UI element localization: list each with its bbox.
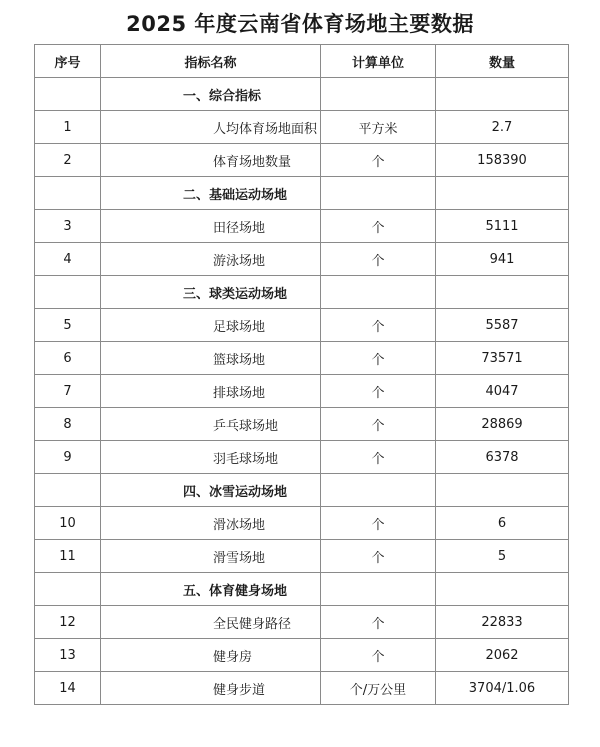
indicator-name: 游泳场地 [101,243,321,276]
section-title: 五、体育健身场地 [101,573,321,606]
header-quantity: 数量 [436,45,569,78]
section-row [35,573,569,606]
indicator-name: 健身步道 [101,672,321,705]
table-row [35,111,569,144]
section-quantity-cell [436,573,569,606]
unit-cell: 个/万公里 [321,672,436,705]
data-table [34,44,569,705]
indicator-name: 田径场地 [101,210,321,243]
quantity-cell: 2062 [436,639,569,672]
quantity-cell: 3704/1.06 [436,672,569,705]
table-row [35,672,569,705]
row-index: 7 [35,375,101,408]
quantity-cell: 158390 [436,144,569,177]
quantity-cell: 6378 [436,441,569,474]
unit-cell: 个 [321,342,436,375]
table-row [35,210,569,243]
row-index: 14 [35,672,101,705]
row-index: 11 [35,540,101,573]
quantity-cell: 22833 [436,606,569,639]
indicator-name: 滑雪场地 [101,540,321,573]
section-quantity-cell [436,474,569,507]
section-index-cell [35,474,101,507]
section-quantity-cell [436,78,569,111]
unit-cell: 个 [321,375,436,408]
header-indicator-name: 指标名称 [101,45,321,78]
section-index-cell [35,573,101,606]
indicator-name: 滑冰场地 [101,507,321,540]
section-unit-cell [321,573,436,606]
indicator-name: 人均体育场地面积 [101,111,321,144]
unit-cell: 个 [321,309,436,342]
section-title: 三、球类运动场地 [101,276,321,309]
section-title: 四、冰雪运动场地 [101,474,321,507]
unit-cell: 个 [321,210,436,243]
page-title: 2025 年度云南省体育场地主要数据 [126,12,474,36]
unit-cell: 个 [321,408,436,441]
table-row [35,408,569,441]
indicator-name: 羽毛球场地 [101,441,321,474]
section-title: 一、综合指标 [101,78,321,111]
row-index: 3 [35,210,101,243]
quantity-cell: 5111 [436,210,569,243]
indicator-name: 全民健身路径 [101,606,321,639]
unit-cell: 个 [321,441,436,474]
table-row [35,441,569,474]
section-quantity-cell [436,177,569,210]
table-row [35,540,569,573]
table-row [35,507,569,540]
row-index: 4 [35,243,101,276]
row-index: 9 [35,441,101,474]
row-index: 13 [35,639,101,672]
row-index: 1 [35,111,101,144]
indicator-name: 乒乓球场地 [101,408,321,441]
row-index: 5 [35,309,101,342]
section-index-cell [35,177,101,210]
quantity-cell: 5 [436,540,569,573]
section-title: 二、基础运动场地 [101,177,321,210]
quantity-cell: 5587 [436,309,569,342]
unit-cell: 个 [321,639,436,672]
unit-cell: 个 [321,144,436,177]
indicator-name: 健身房 [101,639,321,672]
table-row [35,342,569,375]
table-row [35,144,569,177]
indicator-name: 体育场地数量 [101,144,321,177]
table-row [35,639,569,672]
section-row [35,474,569,507]
table-row [35,309,569,342]
table-row [35,606,569,639]
indicator-name: 足球场地 [101,309,321,342]
unit-cell: 个 [321,507,436,540]
indicator-name: 排球场地 [101,375,321,408]
row-index: 10 [35,507,101,540]
section-unit-cell [321,78,436,111]
row-index: 12 [35,606,101,639]
section-unit-cell [321,276,436,309]
quantity-cell: 28869 [436,408,569,441]
row-index: 2 [35,144,101,177]
quantity-cell: 6 [436,507,569,540]
quantity-cell: 2.7 [436,111,569,144]
section-index-cell [35,276,101,309]
section-row [35,276,569,309]
unit-cell: 个 [321,540,436,573]
header-unit: 计算单位 [321,45,436,78]
section-unit-cell [321,177,436,210]
table-row [35,243,569,276]
row-index: 8 [35,408,101,441]
table-header-row [35,45,569,78]
quantity-cell: 4047 [436,375,569,408]
section-index-cell [35,78,101,111]
quantity-cell: 941 [436,243,569,276]
section-unit-cell [321,474,436,507]
row-index: 6 [35,342,101,375]
section-row [35,78,569,111]
unit-cell: 个 [321,606,436,639]
section-quantity-cell [436,276,569,309]
unit-cell: 个 [321,243,436,276]
table-body [35,78,569,705]
unit-cell: 平方米 [321,111,436,144]
table-row [35,375,569,408]
header-index: 序号 [35,45,101,78]
quantity-cell: 73571 [436,342,569,375]
indicator-name: 篮球场地 [101,342,321,375]
section-row [35,177,569,210]
